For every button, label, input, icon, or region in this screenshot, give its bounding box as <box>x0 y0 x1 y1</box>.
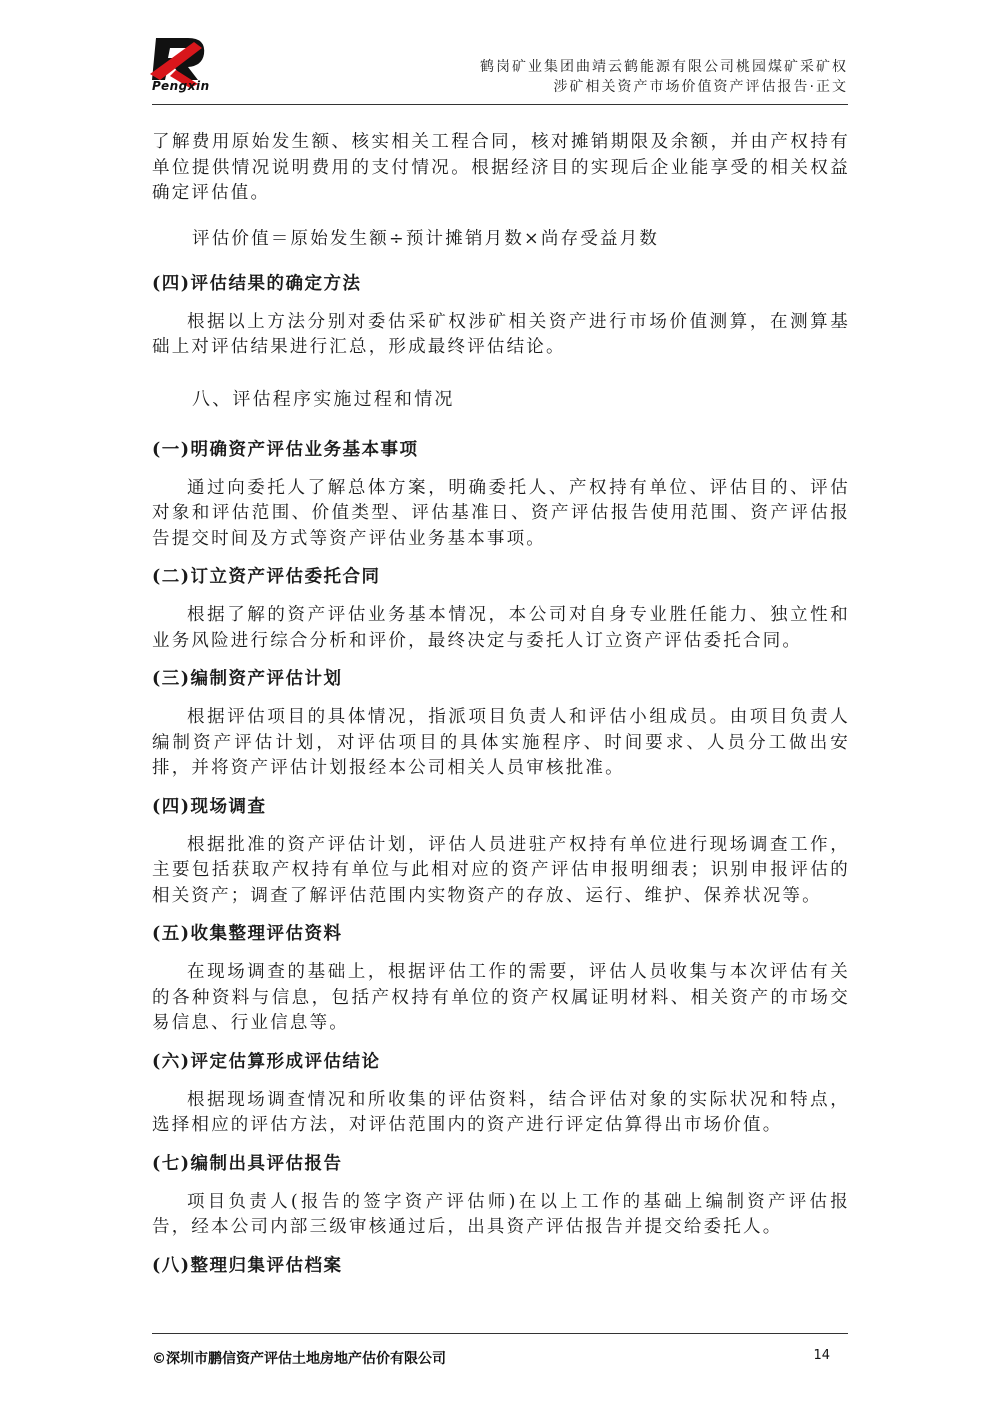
paragraph-3: 根据评估项目的具体情况，指派项目负责人和评估小组成员。由项目负责人编制资产评估计划，对评估项目的具体实施程序、时间要求、人员分工做出安排，并将资产评估计划报经本公司相关人员审核批准。 <box>152 707 850 778</box>
subsection-heading-1: (一)明确资产评估业务基本事项 <box>152 439 419 460</box>
subsection-heading-8: (八)整理归集评估档案 <box>152 1255 343 1276</box>
footer-copyright: ©深圳市鹏信资产评估土地房地产估价有限公司 <box>152 1351 446 1367</box>
header-title-line2: 涉矿相关资产市场价值资产评估报告·正文 <box>553 79 848 95</box>
paragraph-4: 根据批准的资产评估计划，评估人员进驻产权持有单位进行现场调查工作，主要包括获取产权持有单位与此相对应的资产评估申报明细表；识别申报评估的相关资产；调查了解评估范围内实物资产的存放、运行、维护、保养状况等。 <box>152 834 850 906</box>
paragraph-continued: 了解费用原始发生额、核实相关工程合同，核对摊销期限及余额，并由产权持有单位提供情况说明费用的支付情况。根据经济目的实现后企业能享受的相关权益确定评估值。 <box>152 132 850 203</box>
subsection-heading-4: (四)评估结果的确定方法 <box>152 273 362 294</box>
paragraph-result-method: 根据以上方法分别对委估采矿权涉矿相关资产进行市场价值测算，在测算基础上对评估结果进行汇总，形成最终评估结论。 <box>152 311 850 357</box>
section-heading-8: 八、评估程序实施过程和情况 <box>192 388 455 410</box>
footer-divider <box>152 1333 848 1334</box>
subsection-heading-7: (七)编制出具评估报告 <box>152 1153 343 1174</box>
paragraph-5: 在现场调查的基础上，根据评估工作的需要，评估人员收集与本次评估有关的各种资料与信息，包括产权持有单位的资产权属证明材料、相关资产的市场交易信息、行业信息等。 <box>152 962 850 1033</box>
report-body <box>152 130 850 1278</box>
subsection-heading-2: (二)订立资产评估委托合同 <box>152 567 381 587</box>
header-divider <box>152 104 848 105</box>
page-number: 14 <box>813 1348 830 1363</box>
logo-wordmark: Pengxin <box>152 79 210 93</box>
paragraph-1: 通过向委托人了解总体方案，明确委托人、产权持有单位、评估目的、评估对象和评估范围、价值类型、评估基准日、资产评估报告使用范围、资产评估报告提交时间及方式等资产评估业务基本事项。 <box>152 477 850 549</box>
paragraph-2: 根据了解的资产评估业务基本情况，本公司对自身专业胜任能力、独立性和业务风险进行综合分析和评价，最终决定与委托人订立资产评估委托合同。 <box>152 605 850 651</box>
valuation-formula: 评估价值＝原始发生额÷预计摊销月数×尚存受益月数 <box>192 228 660 249</box>
subsection-heading-3: (三)编制资产评估计划 <box>152 669 343 689</box>
subsection-heading-6: (六)评定估算形成评估结论 <box>152 1051 381 1072</box>
paragraph-7: 项目负责人(报告的签字资产评估师)在以上工作的基础上编制资产评估报告，经本公司内部三级审核通过后，出具资产评估报告并提交给委托人。 <box>152 1191 850 1237</box>
header-title-line1: 鹤岗矿业集团曲靖云鹤能源有限公司桃园煤矿采矿权 <box>480 59 848 75</box>
subsection-heading-4b: (四)现场调查 <box>152 796 267 817</box>
paragraph-6: 根据现场调查情况和所收集的评估资料，结合评估对象的实际状况和特点，选择相应的评估方法，对评估范围内的资产进行评定估算得出市场价值。 <box>152 1089 850 1135</box>
subsection-heading-5: (五)收集整理评估资料 <box>152 924 343 944</box>
